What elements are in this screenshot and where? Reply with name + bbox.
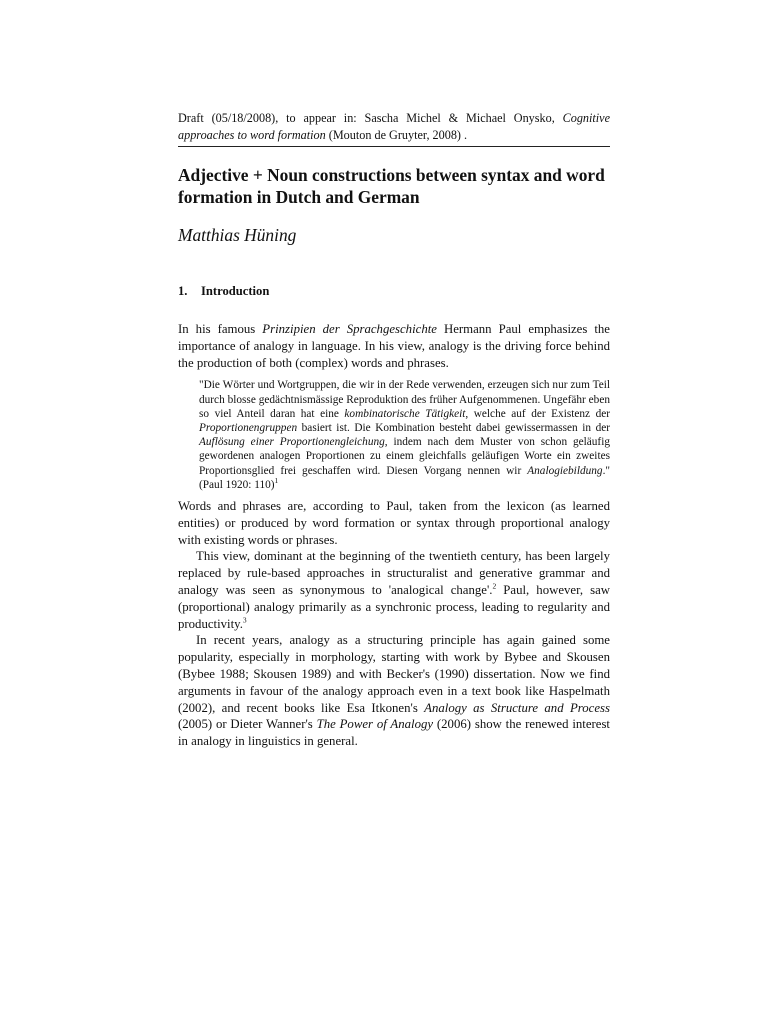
quote-italic-2: Proportionengruppen bbox=[199, 422, 298, 434]
section-number: 1. bbox=[178, 284, 188, 298]
author-name: Matthias Hüning bbox=[178, 225, 297, 245]
paragraph-1 bbox=[178, 321, 610, 371]
section-heading bbox=[178, 282, 610, 300]
paragraph-2: Words and phrases are, according to Paul, taken from the lexicon (as learned entities) or produced by word formation or syntax through proportional analogy with existing words or phrases. bbox=[178, 499, 610, 547]
para1-text-1: In his famous bbox=[178, 322, 263, 336]
book-title: Cognitive approaches to word formation bbox=[178, 111, 610, 142]
footnote-marker-1[interactable]: 1 bbox=[274, 476, 279, 486]
footnote-marker-2[interactable]: 2 bbox=[492, 581, 497, 591]
para1-italic-1: Prinzipien der Sprachgeschichte bbox=[262, 322, 437, 336]
quote-text-3: basiert ist. Die Kombination besteht dabei gewissermassen in der bbox=[297, 422, 610, 434]
header-rule bbox=[178, 146, 610, 147]
para3-text-1: This view, dominant at the beginning of the twentieth century, has been largely replaced by rule-based approaches in structuralist and generative grammar and analogy was seen as synonymous to 'analogical change'. bbox=[178, 549, 610, 597]
para4-text-2: (2005) or Dieter Wanner's bbox=[178, 717, 317, 732]
section-title: Introduction bbox=[201, 284, 270, 298]
paper-title: Adjective + Noun constructions between syntax and word formation in Dutch and German bbox=[178, 165, 605, 207]
quote-text-1: "Die Wörter und Wortgruppen, die wir in der Rede verwenden, erzeugen sich nur zum Teil durch blosse gedächtnismässige Reproduktion des früher Aufgenommenen. Ungefähr eben so viel Anteil daran hat eine bbox=[199, 379, 610, 420]
block-quote bbox=[199, 378, 610, 492]
para4-italic-1: Analogy as Structure and Process bbox=[424, 700, 610, 715]
quote-italic-4: Analogiebildung bbox=[527, 464, 603, 477]
quote-italic-1: kombinatorische Tätigkeit bbox=[344, 407, 466, 420]
paragraph-3 bbox=[178, 548, 610, 632]
quote-text-4: , indem nach dem Muster von schon geläufig gewordenen analogen Proportionen zu einem gleichfalls geläufigen Worte ein zweites Proportionsglied frei geschaffen wird. Diesen Vorgang nennen wir bbox=[199, 436, 610, 477]
quote-text-2: , welche auf der Existenz der bbox=[465, 407, 610, 420]
para4-italic-2: The Power of Analogy bbox=[316, 717, 434, 732]
quote-text-5: ." (Paul 1920: 110) bbox=[199, 464, 610, 491]
para1-text-2: Hermann Paul emphasizes the importance of analogy in language. In his view, analogy is the driving force behind the production of both (complex) words and phrases. bbox=[178, 322, 610, 370]
publisher-info: (Mouton de Gruyter, 2008) . bbox=[325, 128, 468, 142]
para3-text-2: Paul, however, saw (proportional) analogy primarily as a synchronic process, leading to regularity and productivity. bbox=[178, 583, 610, 631]
para4-text-3: (2006) show the renewed interest in analogy in linguistics in general. bbox=[178, 717, 610, 749]
draft-note-prefix: Draft (05/18/2008), to appear in: Sascha Michel & Michael Onysko, bbox=[178, 111, 563, 125]
para4-text-1: In recent years, analogy as a structuring principle has again gained some popularity, especially in morphology, starting with work by Bybee and Skousen (Bybee 1988; Skousen 1989) and with Becker's (1990) dissertation. Now we find arguments in favour of the analogy approach even in a text book like Haspelmath (2002), and recent books like Esa Itkonen's bbox=[178, 633, 610, 715]
quote-italic-3: Auflösung einer Proportionengleichung bbox=[199, 436, 385, 449]
footnote-marker-3[interactable]: 3 bbox=[242, 615, 247, 625]
document-page bbox=[178, 110, 610, 750]
draft-note bbox=[178, 110, 610, 145]
paragraph-4 bbox=[178, 632, 610, 750]
